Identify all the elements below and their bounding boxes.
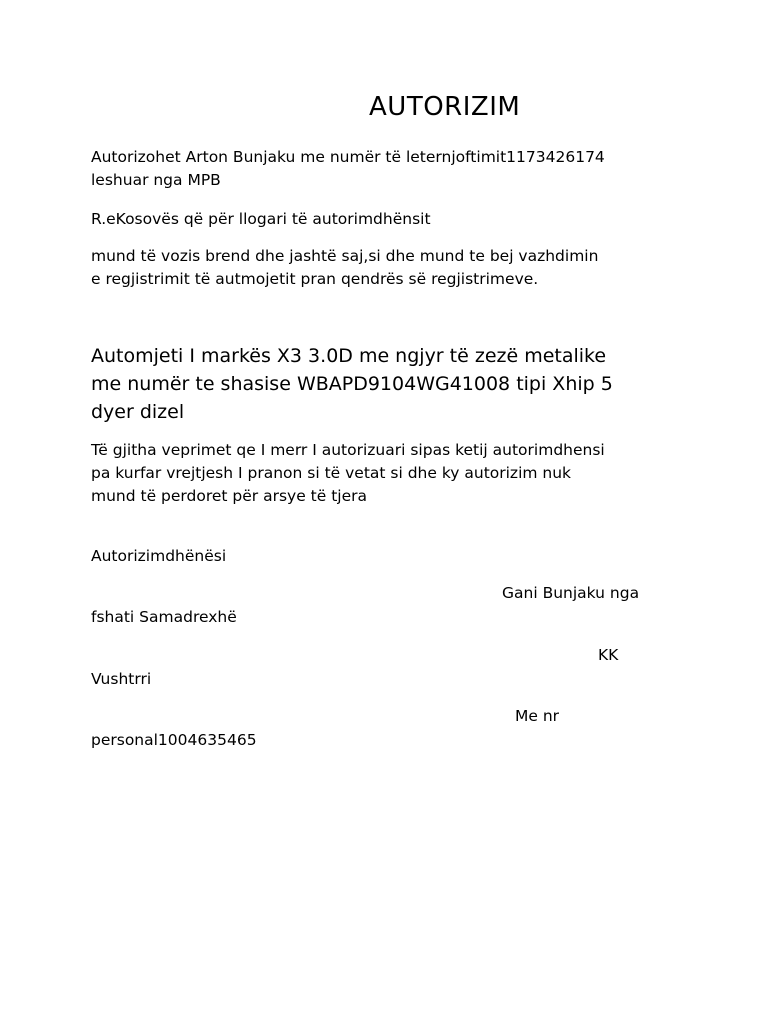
signatory-place-part1: KK <box>598 646 619 664</box>
authorization-line-2: leshuar nga MPB <box>91 171 221 189</box>
signatory-label: Autorizimdhënësi <box>91 547 227 565</box>
permission-line-2: e regjistrimit të autmojetit pran qendrës së regjistrimeve. <box>91 270 539 288</box>
signatory-id-part1: Me nr <box>515 707 560 725</box>
kosovo-paragraph: R.eKosovës që për llogari të autorimdhënsit <box>91 210 431 228</box>
vehicle-line-2: me numër te shasise WBAPD9104WG41008 tipi Xhip 5 <box>91 373 613 395</box>
signatory-name-part2: fshati Samadrexhë <box>91 608 237 626</box>
vehicle-line-3: dyer dizel <box>91 401 185 423</box>
vehicle-line-1: Automjeti I markës X3 3.0D me ngjyr të zezë metalike <box>91 345 607 367</box>
responsibility-line-3: mund të perdoret për arsye të tjera <box>91 487 368 505</box>
document-title: AUTORIZIM <box>369 92 521 122</box>
signatory-name-part1: Gani Bunjaku nga <box>502 584 640 602</box>
authorization-paragraph <box>91 146 605 192</box>
responsibility-line-1: Të gjitha veprimet qe I merr I autorizuari sipas ketij autorimdhensi <box>91 441 605 459</box>
signatory-place-part2: Vushtrri <box>91 670 152 688</box>
signatory-id-part2: personal1004635465 <box>91 731 257 749</box>
permission-line-1: mund të vozis brend dhe jashtë saj,si dhe mund te bej vazhdimin <box>91 247 599 265</box>
authorization-line-1: Autorizohet Arton Bunjaku me numër të leternjoftimit1173426174 <box>91 148 605 166</box>
responsibility-line-2: pa kurfar vrejtjesh I pranon si të vetat si dhe ky autorizim nuk <box>91 464 572 482</box>
permission-paragraph <box>91 245 598 291</box>
responsibility-paragraph <box>91 439 605 508</box>
vehicle-paragraph <box>91 342 613 426</box>
